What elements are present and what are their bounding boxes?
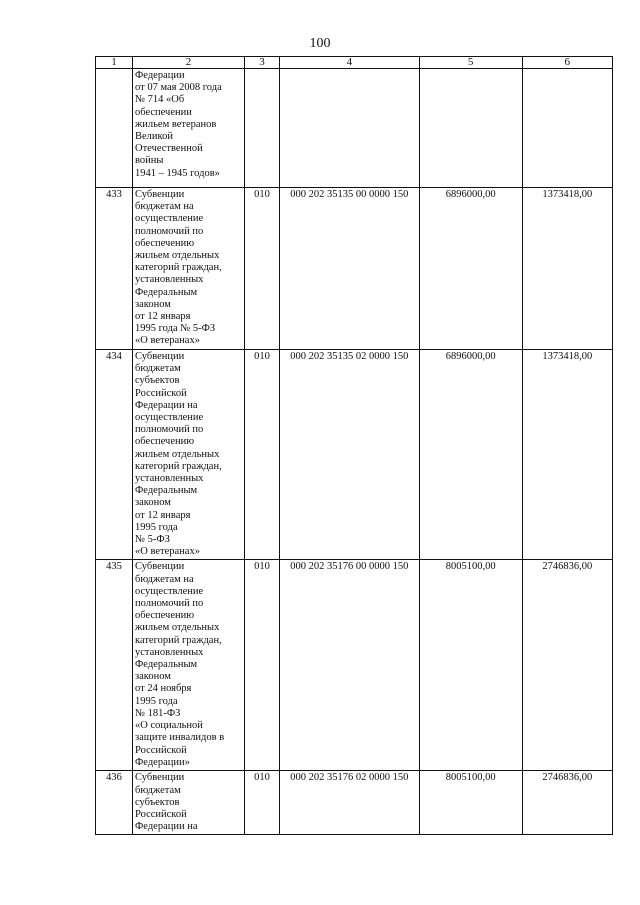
row-budget-classification-code: 000 202 35176 02 0000 150 — [279, 771, 419, 835]
row-admin-code — [245, 69, 280, 188]
row-number: 435 — [96, 560, 133, 771]
row-amount-actual: 1373418,00 — [522, 188, 612, 350]
column-header: 2 — [133, 57, 245, 69]
budget-table — [95, 56, 613, 835]
column-header: 6 — [522, 57, 612, 69]
column-header: 4 — [279, 57, 419, 69]
row-number: 433 — [96, 188, 133, 350]
row-amount-plan: 6896000,00 — [419, 188, 522, 350]
row-admin-code: 010 — [245, 560, 280, 771]
column-header: 5 — [419, 57, 522, 69]
table-row — [96, 350, 613, 560]
row-budget-classification-code: 000 202 35135 00 0000 150 — [279, 188, 419, 350]
row-amount-actual: 1373418,00 — [522, 350, 612, 560]
row-description: Субвенции бюджетам субъектов Российской Федерации на — [133, 771, 245, 835]
row-amount-actual: 2746836,00 — [522, 771, 612, 835]
row-amount-plan: 8005100,00 — [419, 771, 522, 835]
row-admin-code: 010 — [245, 350, 280, 560]
row-budget-classification-code: 000 202 35135 02 0000 150 — [279, 350, 419, 560]
row-amount-actual — [522, 69, 612, 188]
row-description: Субвенции бюджетам субъектов Российской Федерации на осуществление полномочий по обеспечению жильем отдельных категорий граждан, установленных Федеральным законом от 12 января 1995 года № 5-ФЗ «О ветеранах» — [133, 350, 245, 560]
row-amount-plan: 6896000,00 — [419, 350, 522, 560]
row-admin-code: 010 — [245, 188, 280, 350]
row-description: Федерации от 07 мая 2008 года № 714 «Об обеспечении жильем ветеранов Великой Отечественной войны 1941 – 1945 годов» — [133, 69, 245, 188]
row-description: Субвенции бюджетам на осуществление полномочий по обеспечению жильем отдельных категорий граждан, установленных Федеральным законом от 24 ноября 1995 года № 181-ФЗ «О социальной защите инвалидов в Российской Федерации» — [133, 560, 245, 771]
row-number: 434 — [96, 350, 133, 560]
row-budget-classification-code — [279, 69, 419, 188]
row-number — [96, 69, 133, 188]
table-row — [96, 771, 613, 835]
row-budget-classification-code: 000 202 35176 00 0000 150 — [279, 560, 419, 771]
page-number: 100 — [309, 36, 331, 51]
row-number: 436 — [96, 771, 133, 835]
row-admin-code: 010 — [245, 771, 280, 835]
table-row — [96, 560, 613, 771]
table-row — [96, 188, 613, 350]
row-amount-plan: 8005100,00 — [419, 560, 522, 771]
column-header: 3 — [245, 57, 280, 69]
column-number-header-row — [96, 57, 613, 69]
table-row — [96, 69, 613, 188]
row-amount-actual: 2746836,00 — [522, 560, 612, 771]
column-header: 1 — [96, 57, 133, 69]
row-description: Субвенции бюджетам на осуществление полномочий по обеспечению жильем отдельных категорий граждан, установленных Федеральным законом от 12 января 1995 года № 5-ФЗ «О ветеранах» — [133, 188, 245, 350]
row-amount-plan — [419, 69, 522, 188]
